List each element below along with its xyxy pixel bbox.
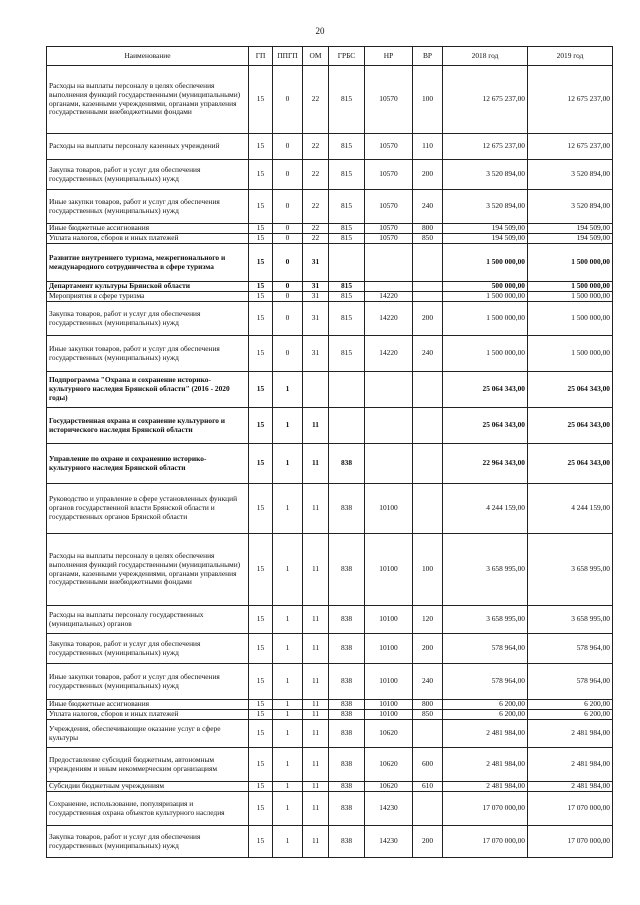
cell-vr: 600 <box>413 748 443 782</box>
cell-name: Иные закупки товаров, работ и услуг для обеспечения государственных (муниципальных) нужд <box>47 664 249 700</box>
cell-name: Закупка товаров, работ и услуг для обеспечения государственных (муниципальных) нужд <box>47 826 249 858</box>
cell-name: Департамент культуры Брянской области <box>47 282 249 292</box>
cell-2019: 17 070 000,00 <box>528 826 613 858</box>
cell-vr <box>413 444 443 484</box>
cell-grbs: 838 <box>329 748 365 782</box>
cell-2018: 3 658 995,00 <box>443 606 528 634</box>
cell-grbs: 838 <box>329 484 365 534</box>
cell-2018: 1 500 000,00 <box>443 336 528 372</box>
cell-gp: 15 <box>249 484 273 534</box>
cell-vr: 850 <box>413 234 443 244</box>
cell-nr <box>365 244 413 282</box>
table-row <box>47 244 613 282</box>
cell-ppgp: 0 <box>273 160 303 190</box>
table-row <box>47 748 613 782</box>
cell-grbs: 815 <box>329 66 365 134</box>
cell-gp: 15 <box>249 282 273 292</box>
cell-om: 11 <box>303 634 329 664</box>
cell-ppgp: 1 <box>273 408 303 444</box>
cell-grbs: 838 <box>329 606 365 634</box>
cell-name: Развитие внутреннего туризма, межрегионального и международного сотрудничества в сфере туризма <box>47 244 249 282</box>
cell-name: Предоставление субсидий бюджетным, автономным учреждениям и иным некоммерческим организациям <box>47 748 249 782</box>
cell-gp: 15 <box>249 534 273 606</box>
cell-nr <box>365 444 413 484</box>
cell-vr: 200 <box>413 302 443 336</box>
cell-vr: 800 <box>413 700 443 710</box>
cell-name: Закупка товаров, работ и услуг для обеспечения государственных (муниципальных) нужд <box>47 634 249 664</box>
cell-om: 22 <box>303 160 329 190</box>
cell-vr: 240 <box>413 336 443 372</box>
table-row <box>47 160 613 190</box>
cell-grbs: 838 <box>329 634 365 664</box>
cell-2019: 578 964,00 <box>528 634 613 664</box>
cell-nr: 14230 <box>365 792 413 826</box>
cell-nr: 10570 <box>365 66 413 134</box>
cell-2018: 194 509,00 <box>443 234 528 244</box>
cell-gp: 15 <box>249 292 273 302</box>
cell-name: Иные бюджетные ассигнования <box>47 224 249 234</box>
cell-ppgp: 0 <box>273 224 303 234</box>
cell-nr <box>365 408 413 444</box>
cell-grbs: 838 <box>329 826 365 858</box>
cell-ppgp: 1 <box>273 700 303 710</box>
cell-vr: 850 <box>413 710 443 720</box>
cell-vr: 100 <box>413 66 443 134</box>
cell-name: Иные закупки товаров, работ и услуг для обеспечения государственных (муниципальных) нужд <box>47 336 249 372</box>
cell-2019: 3 658 995,00 <box>528 606 613 634</box>
cell-vr: 100 <box>413 534 443 606</box>
cell-ppgp: 1 <box>273 372 303 408</box>
table-row <box>47 792 613 826</box>
header-row <box>47 47 613 66</box>
cell-gp: 15 <box>249 244 273 282</box>
table-row <box>47 234 613 244</box>
table-row <box>47 826 613 858</box>
cell-ppgp: 1 <box>273 720 303 748</box>
cell-nr: 10100 <box>365 664 413 700</box>
cell-vr: 240 <box>413 190 443 224</box>
cell-om: 11 <box>303 606 329 634</box>
cell-2019: 17 070 000,00 <box>528 792 613 826</box>
cell-gp: 15 <box>249 372 273 408</box>
cell-2018: 3 520 894,00 <box>443 190 528 224</box>
cell-2019: 12 675 237,00 <box>528 66 613 134</box>
cell-om: 11 <box>303 408 329 444</box>
cell-grbs: 838 <box>329 710 365 720</box>
cell-nr: 10570 <box>365 160 413 190</box>
cell-2019: 2 481 984,00 <box>528 782 613 792</box>
cell-vr <box>413 372 443 408</box>
cell-gp: 15 <box>249 234 273 244</box>
cell-ppgp: 0 <box>273 190 303 224</box>
cell-gp: 15 <box>249 66 273 134</box>
cell-name: Расходы на выплаты персоналу в целях обеспечения выполнения функций государственными (муниципальными) органами, казенными учреждениями, органами управления государственными внебюджетными фондами <box>47 534 249 606</box>
cell-2019: 4 244 159,00 <box>528 484 613 534</box>
table-row <box>47 302 613 336</box>
cell-grbs: 838 <box>329 534 365 606</box>
cell-nr: 10100 <box>365 634 413 664</box>
cell-name: Закупка товаров, работ и услуг для обеспечения государственных (муниципальных) нужд <box>47 160 249 190</box>
cell-vr: 610 <box>413 782 443 792</box>
cell-om: 31 <box>303 282 329 292</box>
header-nr: НР <box>365 47 413 66</box>
cell-nr: 14230 <box>365 826 413 858</box>
cell-name: Уплата налогов, сборов и иных платежей <box>47 234 249 244</box>
table-row <box>47 408 613 444</box>
cell-grbs: 838 <box>329 444 365 484</box>
cell-grbs: 815 <box>329 224 365 234</box>
table-row <box>47 782 613 792</box>
cell-2018: 2 481 984,00 <box>443 782 528 792</box>
cell-vr: 240 <box>413 664 443 700</box>
cell-nr <box>365 372 413 408</box>
cell-vr: 120 <box>413 606 443 634</box>
cell-grbs <box>329 244 365 282</box>
cell-2018: 578 964,00 <box>443 664 528 700</box>
cell-gp: 15 <box>249 134 273 160</box>
cell-gp: 15 <box>249 302 273 336</box>
table-row <box>47 134 613 160</box>
cell-nr: 10100 <box>365 606 413 634</box>
cell-2018: 2 481 984,00 <box>443 748 528 782</box>
cell-vr <box>413 282 443 292</box>
cell-om: 11 <box>303 534 329 606</box>
cell-om: 11 <box>303 792 329 826</box>
table-row <box>47 634 613 664</box>
cell-gp: 15 <box>249 224 273 234</box>
cell-om: 22 <box>303 224 329 234</box>
cell-ppgp: 1 <box>273 634 303 664</box>
cell-2018: 1 500 000,00 <box>443 292 528 302</box>
cell-2019: 25 064 343,00 <box>528 444 613 484</box>
cell-grbs: 838 <box>329 792 365 826</box>
table-row <box>47 664 613 700</box>
cell-om: 31 <box>303 244 329 282</box>
cell-om: 22 <box>303 234 329 244</box>
budget-table <box>46 46 613 858</box>
cell-gp: 15 <box>249 700 273 710</box>
cell-nr: 10570 <box>365 134 413 160</box>
cell-om <box>303 372 329 408</box>
cell-om: 11 <box>303 664 329 700</box>
cell-name: Расходы на выплаты персоналу казенных учреждений <box>47 134 249 160</box>
header-2018: 2018 год <box>443 47 528 66</box>
cell-om: 22 <box>303 66 329 134</box>
table-row <box>47 444 613 484</box>
cell-grbs: 815 <box>329 160 365 190</box>
cell-ppgp: 0 <box>273 292 303 302</box>
cell-gp: 15 <box>249 664 273 700</box>
cell-name: Иные бюджетные ассигнования <box>47 700 249 710</box>
cell-gp: 15 <box>249 634 273 664</box>
cell-om: 11 <box>303 782 329 792</box>
cell-2018: 1 500 000,00 <box>443 302 528 336</box>
cell-vr: 200 <box>413 826 443 858</box>
cell-ppgp: 0 <box>273 282 303 292</box>
table-row <box>47 66 613 134</box>
cell-ppgp: 1 <box>273 444 303 484</box>
cell-2019: 194 509,00 <box>528 224 613 234</box>
cell-om: 11 <box>303 484 329 534</box>
cell-gp: 15 <box>249 826 273 858</box>
cell-ppgp: 1 <box>273 606 303 634</box>
cell-om: 11 <box>303 720 329 748</box>
cell-ppgp: 0 <box>273 244 303 282</box>
cell-grbs <box>329 372 365 408</box>
table-row <box>47 190 613 224</box>
cell-name: Подпрограмма "Охрана и сохранение историко-культурного наследия Брянской области" (2016 - 2020 годы) <box>47 372 249 408</box>
cell-om: 11 <box>303 710 329 720</box>
cell-2019: 1 500 000,00 <box>528 244 613 282</box>
cell-grbs: 838 <box>329 700 365 710</box>
cell-gp: 15 <box>249 720 273 748</box>
cell-nr: 10100 <box>365 700 413 710</box>
cell-grbs <box>329 408 365 444</box>
cell-2019: 1 500 000,00 <box>528 292 613 302</box>
cell-ppgp: 0 <box>273 234 303 244</box>
cell-ppgp: 0 <box>273 302 303 336</box>
cell-2019: 3 658 995,00 <box>528 534 613 606</box>
cell-ppgp: 0 <box>273 336 303 372</box>
cell-2018: 12 675 237,00 <box>443 134 528 160</box>
cell-2019: 194 509,00 <box>528 234 613 244</box>
cell-nr: 14220 <box>365 302 413 336</box>
table-row <box>47 372 613 408</box>
cell-nr: 10570 <box>365 224 413 234</box>
cell-name: Мероприятия в сфере туризма <box>47 292 249 302</box>
table-row <box>47 484 613 534</box>
cell-nr: 10100 <box>365 534 413 606</box>
cell-vr <box>413 408 443 444</box>
cell-2019: 1 500 000,00 <box>528 336 613 372</box>
cell-gp: 15 <box>249 160 273 190</box>
cell-2019: 6 200,00 <box>528 710 613 720</box>
cell-name: Уплата налогов, сборов и иных платежей <box>47 710 249 720</box>
header-grbs: ГРБС <box>329 47 365 66</box>
cell-ppgp: 1 <box>273 792 303 826</box>
cell-grbs: 838 <box>329 664 365 700</box>
table-row <box>47 700 613 710</box>
header-ppgp: ППГП <box>273 47 303 66</box>
cell-ppgp: 1 <box>273 710 303 720</box>
cell-2018: 17 070 000,00 <box>443 826 528 858</box>
cell-vr <box>413 720 443 748</box>
cell-gp: 15 <box>249 710 273 720</box>
cell-gp: 15 <box>249 408 273 444</box>
table-row <box>47 606 613 634</box>
cell-grbs: 815 <box>329 190 365 224</box>
cell-nr: 10570 <box>365 190 413 224</box>
cell-2018: 25 064 343,00 <box>443 408 528 444</box>
cell-ppgp: 0 <box>273 134 303 160</box>
cell-2019: 1 500 000,00 <box>528 302 613 336</box>
header-vr: ВР <box>413 47 443 66</box>
cell-2019: 25 064 343,00 <box>528 372 613 408</box>
table-row <box>47 224 613 234</box>
cell-vr: 200 <box>413 160 443 190</box>
cell-2018: 1 500 000,00 <box>443 244 528 282</box>
cell-om: 31 <box>303 302 329 336</box>
cell-om: 11 <box>303 700 329 710</box>
cell-2019: 3 520 894,00 <box>528 160 613 190</box>
cell-ppgp: 1 <box>273 664 303 700</box>
cell-name: Закупка товаров, работ и услуг для обеспечения государственных (муниципальных) нужд <box>47 302 249 336</box>
cell-2018: 22 964 343,00 <box>443 444 528 484</box>
cell-nr: 14220 <box>365 292 413 302</box>
cell-grbs: 815 <box>329 302 365 336</box>
cell-vr: 200 <box>413 634 443 664</box>
cell-gp: 15 <box>249 792 273 826</box>
page-number: 20 <box>315 26 325 36</box>
cell-om: 31 <box>303 336 329 372</box>
cell-grbs: 815 <box>329 336 365 372</box>
cell-nr: 10620 <box>365 782 413 792</box>
cell-grbs: 838 <box>329 720 365 748</box>
cell-vr: 110 <box>413 134 443 160</box>
cell-grbs: 815 <box>329 134 365 160</box>
cell-vr <box>413 484 443 534</box>
cell-nr: 10100 <box>365 484 413 534</box>
cell-2018: 12 675 237,00 <box>443 66 528 134</box>
header-om: ОМ <box>303 47 329 66</box>
table-row <box>47 336 613 372</box>
cell-vr <box>413 244 443 282</box>
cell-grbs: 815 <box>329 292 365 302</box>
cell-2018: 6 200,00 <box>443 710 528 720</box>
cell-name: Сохранение, использование, популяризация и государственная охрана объектов культурного наследия <box>47 792 249 826</box>
cell-name: Управление по охране и сохранению историко-культурного наследия Брянской области <box>47 444 249 484</box>
cell-vr <box>413 292 443 302</box>
cell-2019: 12 675 237,00 <box>528 134 613 160</box>
cell-name: Расходы на выплаты персоналу государственных (муниципальных) органов <box>47 606 249 634</box>
cell-2019: 25 064 343,00 <box>528 408 613 444</box>
cell-om: 11 <box>303 444 329 484</box>
cell-nr <box>365 282 413 292</box>
header-2019: 2019 год <box>528 47 613 66</box>
cell-2018: 578 964,00 <box>443 634 528 664</box>
cell-ppgp: 1 <box>273 782 303 792</box>
header-gp: ГП <box>249 47 273 66</box>
cell-om: 22 <box>303 134 329 160</box>
cell-om: 11 <box>303 748 329 782</box>
table-row <box>47 710 613 720</box>
cell-ppgp: 1 <box>273 484 303 534</box>
cell-gp: 15 <box>249 748 273 782</box>
cell-nr: 10100 <box>365 710 413 720</box>
cell-name: Учреждения, обеспечивающие оказание услуг в сфере культуры <box>47 720 249 748</box>
cell-om: 31 <box>303 292 329 302</box>
cell-2019: 2 481 984,00 <box>528 720 613 748</box>
cell-gp: 15 <box>249 190 273 224</box>
table-row <box>47 292 613 302</box>
cell-nr: 10620 <box>365 748 413 782</box>
cell-name: Государственная охрана и сохранение культурного и исторического наследия Брянской области <box>47 408 249 444</box>
cell-gp: 15 <box>249 606 273 634</box>
cell-nr: 10570 <box>365 234 413 244</box>
table-row <box>47 720 613 748</box>
table-row <box>47 534 613 606</box>
cell-vr: 800 <box>413 224 443 234</box>
cell-ppgp: 1 <box>273 826 303 858</box>
cell-gp: 15 <box>249 336 273 372</box>
header-name: Наименование <box>47 47 249 66</box>
cell-2019: 6 200,00 <box>528 700 613 710</box>
cell-ppgp: 1 <box>273 534 303 606</box>
cell-om: 22 <box>303 190 329 224</box>
cell-2019: 2 481 984,00 <box>528 748 613 782</box>
cell-2018: 194 509,00 <box>443 224 528 234</box>
cell-ppgp: 1 <box>273 748 303 782</box>
cell-2018: 500 000,00 <box>443 282 528 292</box>
cell-name: Субсидии бюджетным учреждениям <box>47 782 249 792</box>
cell-nr: 10620 <box>365 720 413 748</box>
cell-nr: 14220 <box>365 336 413 372</box>
cell-name: Расходы на выплаты персоналу в целях обеспечения выполнения функций государственными (муниципальными) органами, казенными учреждениями, органами управления государственными внебюджетными фондами <box>47 66 249 134</box>
cell-2019: 578 964,00 <box>528 664 613 700</box>
cell-2018: 6 200,00 <box>443 700 528 710</box>
cell-om: 11 <box>303 826 329 858</box>
cell-2018: 3 520 894,00 <box>443 160 528 190</box>
cell-ppgp: 0 <box>273 66 303 134</box>
cell-name: Руководство и управление в сфере установленных функций органов государственной власти Брянской области и государственных органов Брянской области <box>47 484 249 534</box>
cell-grbs: 815 <box>329 282 365 292</box>
table-row <box>47 282 613 292</box>
cell-grbs: 815 <box>329 234 365 244</box>
cell-2018: 4 244 159,00 <box>443 484 528 534</box>
cell-2019: 3 520 894,00 <box>528 190 613 224</box>
cell-2018: 2 481 984,00 <box>443 720 528 748</box>
cell-name: Иные закупки товаров, работ и услуг для обеспечения государственных (муниципальных) нужд <box>47 190 249 224</box>
cell-grbs: 838 <box>329 782 365 792</box>
cell-2018: 17 070 000,00 <box>443 792 528 826</box>
cell-2018: 3 658 995,00 <box>443 534 528 606</box>
cell-vr <box>413 792 443 826</box>
cell-2019: 1 500 000,00 <box>528 282 613 292</box>
cell-gp: 15 <box>249 782 273 792</box>
cell-gp: 15 <box>249 444 273 484</box>
cell-2018: 25 064 343,00 <box>443 372 528 408</box>
